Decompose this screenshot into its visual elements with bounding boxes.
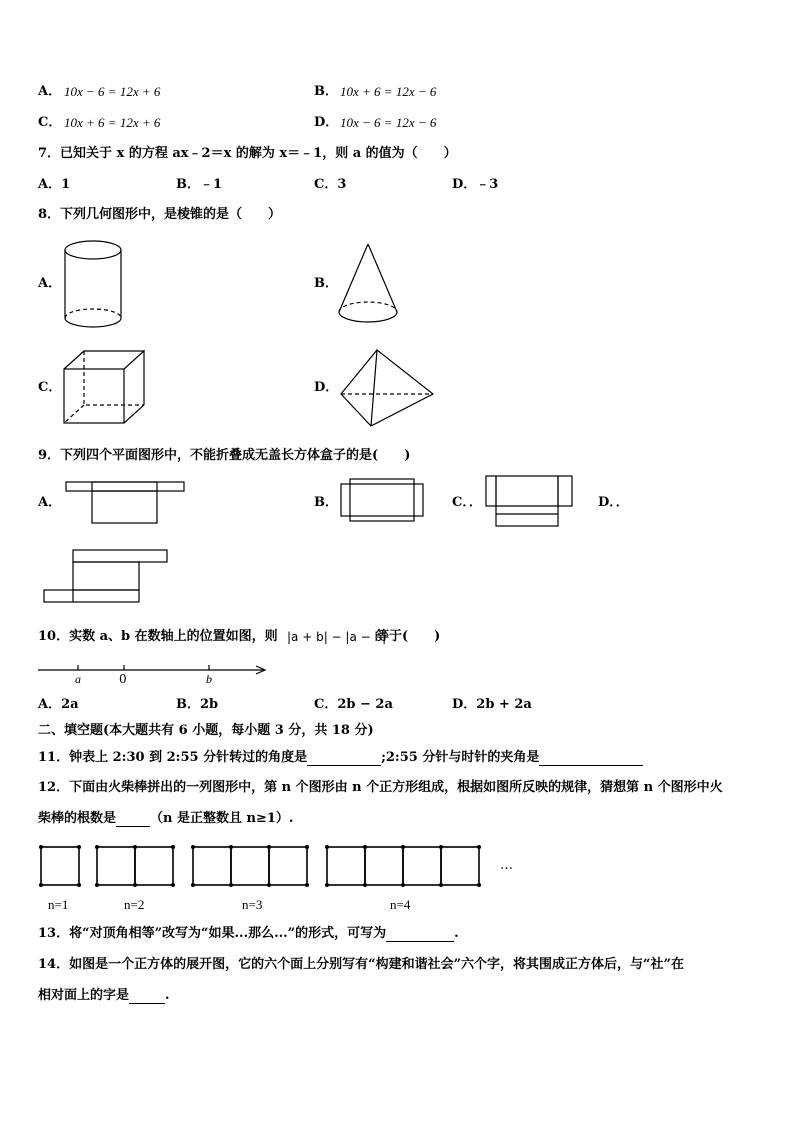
sequence-ellipsis: … (500, 858, 513, 873)
q14-line2 (38, 988, 170, 1004)
net-figure-c (484, 474, 576, 528)
cylinder-figure (60, 240, 130, 330)
cube-figure (60, 347, 150, 427)
net-figure-a (65, 480, 190, 528)
q14-line2-text: 相对面上的字是 (38, 988, 130, 1003)
q11-part2: ;2:55 分针与时针的夹角是 (381, 750, 540, 765)
q13-text: 13．将“对顶角相等”改写为“如果...那么...”的形式，可写为 (38, 926, 387, 941)
axis-label-zero: 0 (119, 672, 127, 686)
q10-option-b: B．2b (176, 697, 219, 712)
q6-option-b-expr: 10x + 6 = 12x − 6 (340, 84, 437, 99)
q8-stem: 8．下列几何图形中，是棱锥的是（ ） (38, 207, 282, 222)
q14-end: . (165, 988, 170, 1003)
q13-blank[interactable] (386, 927, 454, 942)
q14-blank[interactable] (129, 989, 165, 1004)
section-heading: 二、填空题(本大题共有 6 小题，每小题 3 分，共 18 分) (38, 723, 374, 738)
q6-option-d-expr: 10x − 6 = 12x − 6 (340, 115, 437, 130)
q11-blank-1[interactable] (307, 751, 381, 766)
q6-option-c-expr: 10x + 6 = 12x + 6 (64, 115, 161, 130)
q11-line (38, 750, 643, 766)
matchstick-squares-figure (38, 843, 488, 891)
q11-part1: 11．钟表上 2:30 到 2:55 分针转过的角度是 (38, 750, 308, 765)
q7-option-b: B．﹣1 (176, 177, 223, 192)
cone-figure (335, 240, 405, 330)
q7-option-d: D．﹣3 (452, 177, 499, 192)
q9-stem: 9．下列四个平面图形中，不能折叠成无盖长方体盒子的是( ) (38, 448, 411, 463)
q10-option-a: A．2a (38, 697, 79, 712)
caption-n3: n=3 (242, 897, 263, 912)
q8-label-a: A． (38, 276, 62, 291)
q9-label-d: D．． (598, 495, 629, 510)
q12-line2 (38, 811, 293, 827)
q13-end: . (454, 926, 459, 941)
q10-option-d: D．2b + 2a (452, 697, 532, 712)
q6-option-a-expr: 10x − 6 = 12x + 6 (64, 84, 161, 99)
q6-option-b-letter: B． (314, 84, 338, 99)
tetrahedron-figure (337, 346, 437, 430)
caption-n2: n=2 (124, 897, 145, 912)
q8-label-b: B． (314, 276, 338, 291)
q12-line2-suffix: （n 是正整数且 n≥1）. (150, 811, 294, 826)
q7-stem: 7．已知关于 x 的方程 ax﹣2＝x 的解为 x＝﹣1，则 a 的值为（ ） (38, 146, 457, 161)
q10-stem-prefix: 10．实数 a、b 在数轴上的位置如图，则 (38, 629, 278, 644)
q10-stem-suffix: 等于( ) (376, 629, 441, 644)
q7-option-c: C．3 (314, 177, 347, 192)
caption-n1: n=1 (48, 897, 69, 912)
q9-label-b: B． (314, 495, 338, 510)
q11-blank-2[interactable] (539, 751, 643, 766)
q6-option-a-letter: A． (38, 84, 62, 99)
q7-option-a: A．1 (38, 177, 71, 192)
q13-line (38, 926, 459, 942)
q12-blank[interactable] (116, 812, 150, 827)
q9-label-a: A． (38, 495, 62, 510)
q12-line2-prefix: 柴棒的根数是 (38, 811, 117, 826)
number-line (38, 660, 270, 690)
q6-option-c-letter: C． (38, 115, 62, 130)
net-figure-d (42, 548, 172, 606)
axis-label-b: b (206, 672, 212, 686)
q14-line1: 14．如图是一个正方体的展开图，它的六个面上分别写有“构建和谐社会”六个字，将其围成正方体后，与“社”在 (38, 957, 685, 972)
q8-label-c: C． (38, 380, 62, 395)
q10-expression: |a + b| − |a − b| (287, 630, 387, 644)
q9-label-c: C．． (452, 495, 482, 510)
net-figure-b (340, 478, 425, 523)
caption-n4: n=4 (390, 897, 411, 912)
q10-option-c: C．2b − 2a (314, 697, 393, 712)
axis-label-a: a (75, 672, 81, 686)
q8-label-d: D． (314, 380, 339, 395)
q12-line1: 12．下面由火柴棒拼出的一列图形中，第 n 个图形由 n 个正方形组成，根据如图所反映的规律，猜想第 n 个图形中火 (38, 780, 723, 795)
q6-option-d-letter: D． (314, 115, 339, 130)
